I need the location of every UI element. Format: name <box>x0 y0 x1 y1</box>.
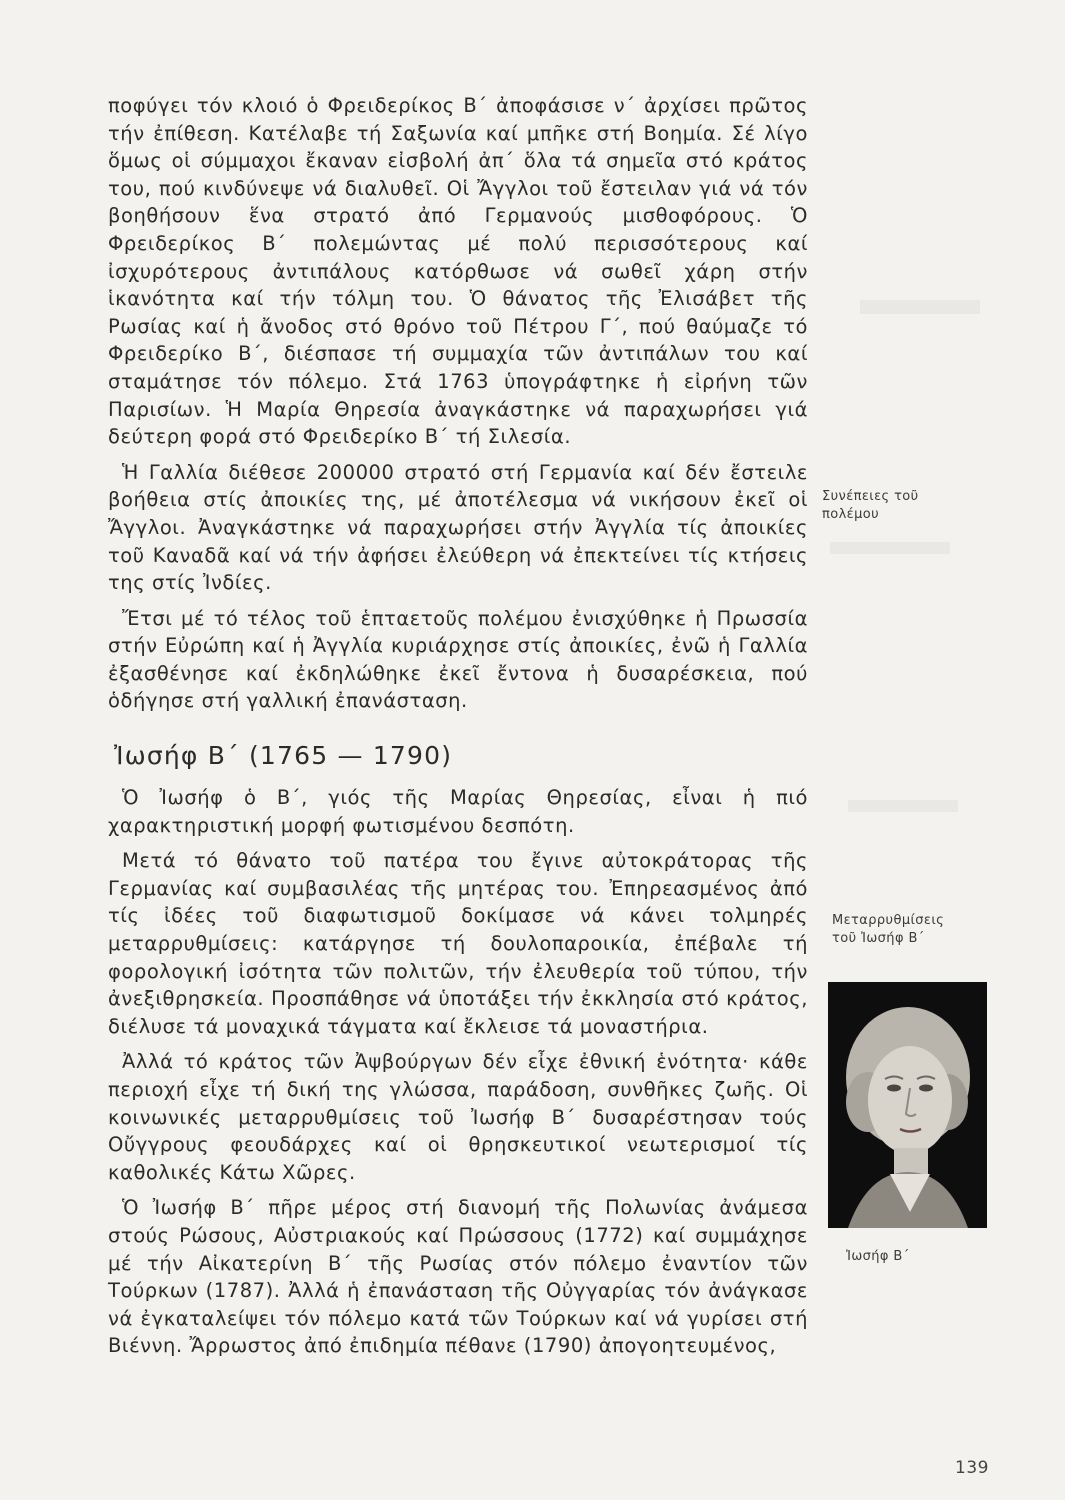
body-paragraph: Μετά τό θάνατο τοῦ πατέρα του ἔγινε αὐτοκράτορας τῆς Γερμανίας καί συμβασιλέας τῆς μητέρας του. Ἐπηρεασμένος ἀπό τίς ἰδέες τοῦ διαφωτισμοῦ δοκίμασε νά κάνει τολμηρές μεταρρυθμίσεις: κατάργησε τή δουλοπαροικία, ἐπέβαλε τή φορολογική ἰσότητα τῶν πολιτῶν, τήν ἐλευθερία τοῦ τύπου, τήν ἀνεξιθρησκεία. Προσπάθησε νά ὑποτάξει τήν ἐκκλησία στό κράτος, διέλυσε τά μοναχικά τάγματα καί ἔκλεισε τά μοναστήρια. <box>108 849 808 1038</box>
margin-note-consequences: Συνέπειες τοῦ πολέμου <box>822 489 919 522</box>
section-heading: Ἰωσήφ Β΄ (1765 — 1790) <box>114 741 453 771</box>
bleed-through-mark <box>848 800 958 812</box>
portrait-caption: Ἰωσήφ Β΄ <box>846 1249 910 1264</box>
bleed-through-mark <box>830 542 950 554</box>
body-paragraph: Ὁ Ἰωσήφ ὁ Β΄, γιός τῆς Μαρίας Θηρεσίας, εἶναι ἡ πιό χαρακτηριστική μορφή φωτισμένου δεσπότη. <box>108 786 808 837</box>
body-paragraph: Ἔτσι μέ τό τέλος τοῦ ἑπταετοῦς πολέμου ἐνισχύθηκε ἡ Πρωσσία στήν Εὐρώπη καί ἡ Ἀγγλία κυριάρχησε στίς ἀποικίες, ἐνῶ ἡ Γαλλία ἐξασθένησε καί ἐκδηλώθηκε ἐκεῖ ἔντονα ἡ δυσαρέσκεια, πού ὁδήγησε στή γαλλική ἐπανάσταση. <box>108 606 808 713</box>
portrait-illustration <box>828 982 987 1228</box>
bleed-through-mark <box>860 300 980 314</box>
body-paragraph: Ἡ Γαλλία διέθεσε 200000 στρατό στή Γερμανία καί δέν ἔστειλε βοήθεια στίς ἀποικίες της, μέ ἀποτέλεσμα νά νικήσουν ἐκεῖ οἱ Ἄγγλοι. Ἀναγκάστηκε νά παραχωρήσει στήν Ἀγγλία τίς ἀποικίες τοῦ Καναδᾶ καί νά τήν ἀφήσει ἐλεύθερη νά ἐπεκτείνει τίς κτήσεις της στίς Ἰνδίες. <box>108 460 808 595</box>
body-paragraph: ποφύγει τόν κλοιό ὁ Φρειδερίκος Β΄ ἀποφάσισε ν΄ ἀρχίσει πρῶτος τήν ἐπίθεση. Κατέλαβε τή Σαξωνία καί μπῆκε στή Βοημία. Σέ λίγο ὅμως οἱ σύμμαχοι ἔκαναν εἰσβολή ἀπ΄ ὅλα τά σημεῖα στό κράτος του, πού κινδύνεψε νά διαλυθεῖ. Οἱ Ἄγγλοι τοῦ ἔστειλαν γιά νά τόν βοηθήσουν ἕνα στρατό ἀπό Γερμανούς μισθοφόρους. Ὁ Φρειδερίκος Β΄ πολεμώντας μέ πολύ περισσότερους καί ἰσχυρότερους ἀντιπάλους κατόρθωσε νά σωθεῖ χάρη στήν ἱκανότητα καί τήν τόλμη του. Ὁ θάνατος τῆς Ἐλισάβετ τῆς Ρωσίας καί ἡ ἄνοδος στό θρόνο τοῦ Πέτρου Γ΄, πού θαύμαζε τό Φρειδερίκο Β΄, διέσπασε τή συμμαχία τῶν ἀντιπάλων του καί σταμάτησε τόν πόλεμο. Στά 1763 ὑπογράφτηκε ἡ εἰρήνη τῶν Παρισίων. Ἡ Μαρία Θηρεσία ἀναγκάστηκε νά παραχωρήσει γιά δεύτερη φορά στό Φρειδερίκο Β΄ τή Σιλεσία. <box>108 94 808 449</box>
page-number: 139 <box>955 1458 989 1478</box>
portrait-image <box>828 982 987 1228</box>
body-paragraph: Ὁ Ἰωσήφ Β΄ πῆρε μέρος στή διανομή τῆς Πολωνίας ἀνάμεσα στούς Ρώσους, Αὐστριακούς καί Πρώσσους (1772) καί συμμάχησε μέ τήν Αἰκατερίνη Β΄ τῆς Ρωσίας στόν πόλεμο ἐναντίον τῶν Τούρκων (1787). Ἀλλά ἡ ἐπανάσταση τῆς Οὐγγαρίας τόν ἀνάγκασε νά ἐγκαταλείψει τόν πόλεμο κατά τῶν Τούρκων καί νά γυρίσει στή Βιέννη. Ἄρρωστος ἀπό ἐπιδημία πέθανε (1790) ἀπογοητευμένος, <box>108 1196 808 1358</box>
main-text-column <box>108 92 808 1368</box>
margin-note-reforms: Μεταρρυθμίσεις τοῦ Ἰωσήφ Β΄ <box>832 913 945 946</box>
body-paragraph: Ἀλλά τό κράτος τῶν Ἀψβούργων δέν εἶχε ἐθνική ἑνότητα· κάθε περιοχή εἶχε τή δική της γλώσσα, παράδοση, συνθῆκες ζωῆς. Οἱ κοινωνικές μεταρρυθμίσεις τοῦ Ἰωσήφ Β΄ δυσαρέστησαν τούς Οὔγγρους φεουδάρχες καί οἱ θρησκευτικοί νεωτερισμοί τίς καθολικές Κάτω Χῶρες. <box>108 1050 808 1184</box>
